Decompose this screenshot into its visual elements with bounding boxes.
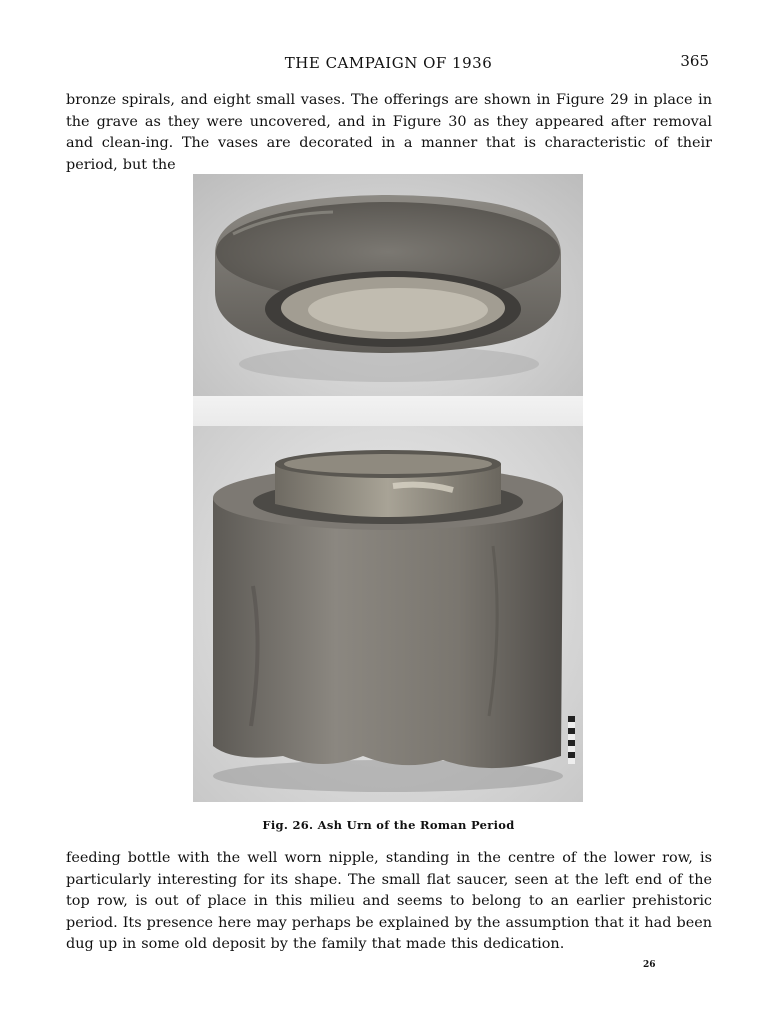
urn-lid-drawing <box>193 174 583 396</box>
plate-separator <box>193 396 583 426</box>
body-paragraph-top: bronze spirals, and eight small vases. The offerings are shown in Figure 29 in place in the grave as they were uncovered, and in Figure 30 as they appeared after removal and clean-ing. The vases are decorated in a manner that is characteristic of their period, but the <box>66 92 712 173</box>
figure-ash-urn <box>193 174 583 802</box>
running-head <box>0 54 777 78</box>
body-paragraph-bottom: feeding bottle with the well worn nipple, standing in the centre of the lower row, is particularly interesting for its shape. The small flat saucer, seen at the left end of the top row, is out of place in this milieu and seems to belong to an earlier prehistoric period. Its presence here may perhaps be explained by the assumption that it had been dug up in some old deposit by the family that made this dedication. <box>66 850 712 952</box>
figure-caption: Fig. 26. Ash Urn of the Roman Period <box>262 818 515 832</box>
photo-urn-body <box>193 426 583 802</box>
page-number: 365 <box>680 52 709 70</box>
running-title: THE CAMPAIGN OF 1936 <box>284 54 493 72</box>
photo-urn-lid <box>193 174 583 396</box>
urn-body-drawing <box>193 426 583 802</box>
signature-mark: 26 <box>643 960 656 970</box>
